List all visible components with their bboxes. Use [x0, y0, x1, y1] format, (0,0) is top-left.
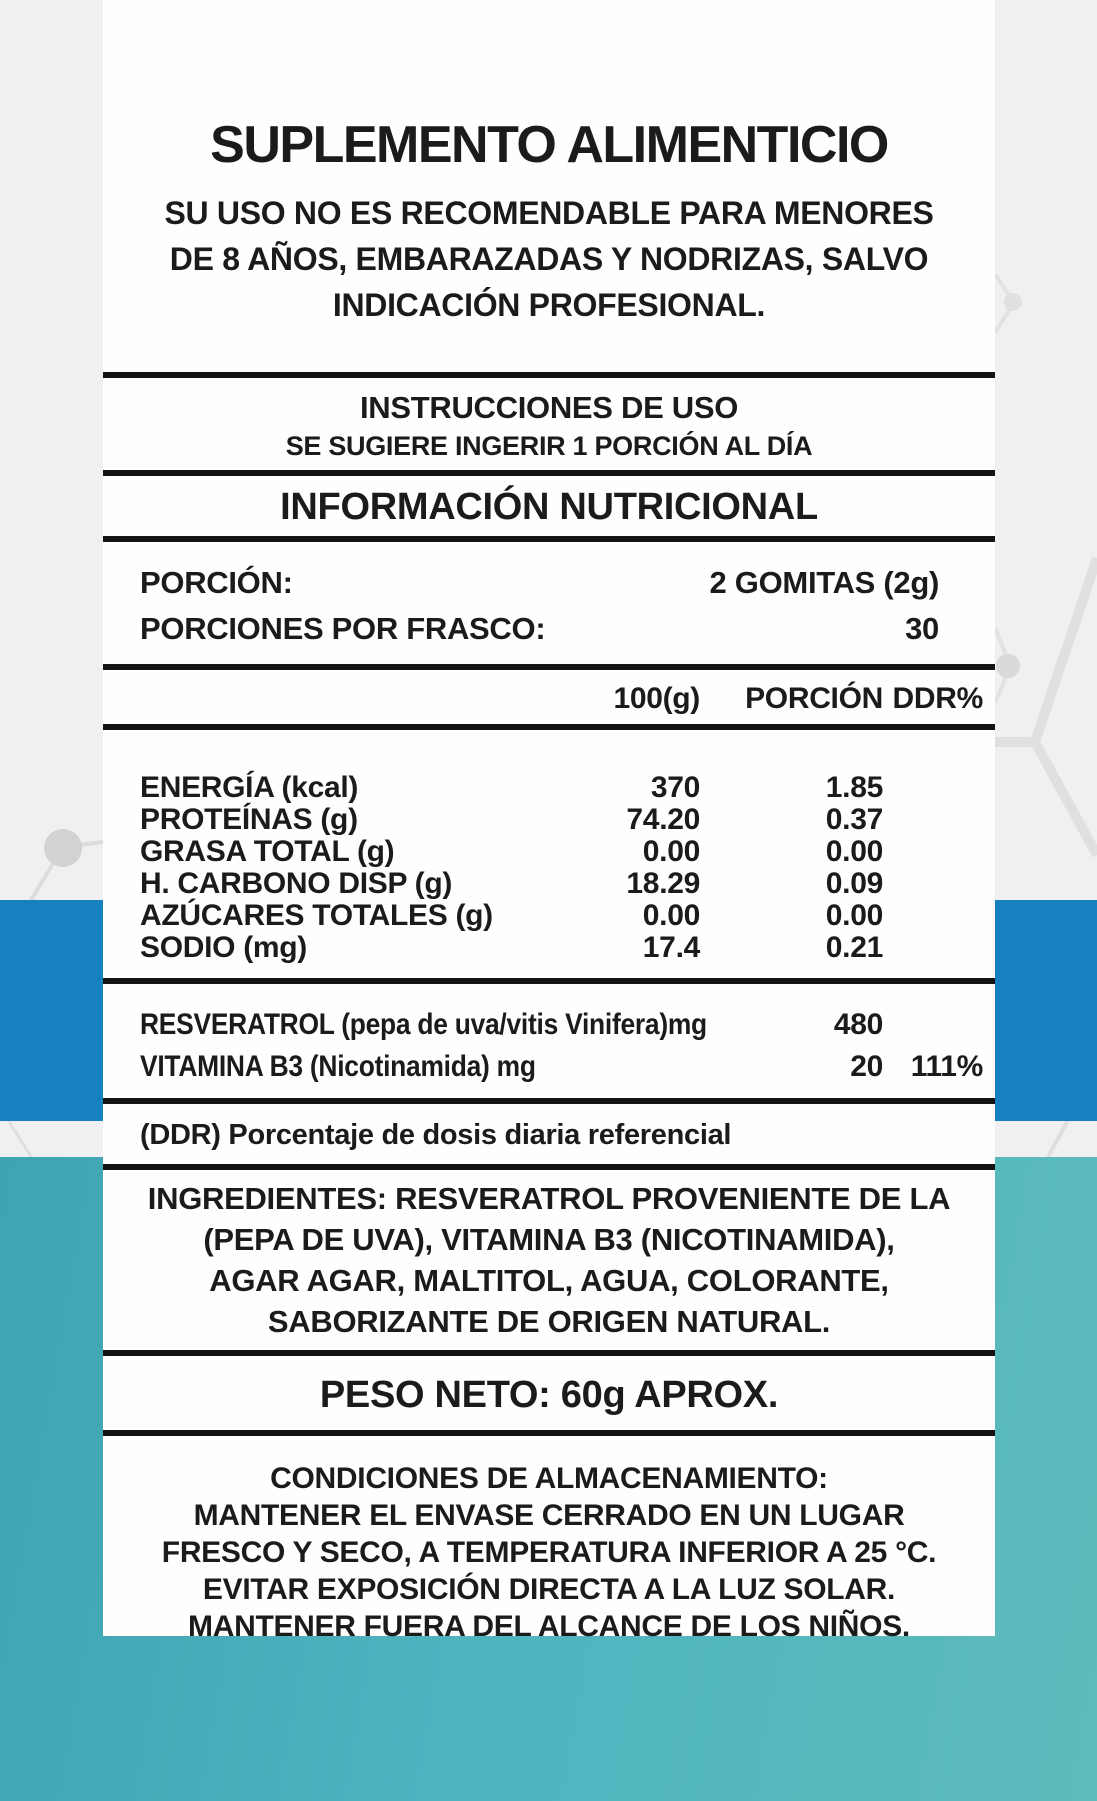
warning-line: SU USO NO ES RECOMENDABLE PARA MENORES — [164, 195, 934, 231]
nutrient-ddr — [883, 900, 983, 932]
active-ingredients-section — [103, 984, 995, 1098]
nutrient-per100: 18.29 — [626, 867, 700, 900]
nutrient-name: GRASA TOTAL (g) — [140, 835, 395, 868]
table-row — [140, 772, 983, 804]
nutrient-ddr — [883, 836, 983, 868]
nutrient-portion: 0.00 — [825, 899, 883, 932]
nutrient-name: ENERGÍA (kcal) — [140, 771, 359, 804]
serving-value: 2 GOMITAS (2g) — [709, 565, 939, 600]
page-title: SUPLEMENTO ALIMENTICIO — [210, 116, 888, 174]
warning-line: DE 8 AÑOS, EMBARAZADAS Y NODRIZAS, SALVO — [169, 241, 929, 277]
instructions-text: SE SUGIERE INGERIR 1 PORCIÓN AL DÍA — [285, 431, 813, 461]
servings-per-value: 30 — [905, 611, 939, 646]
nutrient-name: SODIO (mg) — [140, 931, 307, 964]
instructions-heading: INSTRUCCIONES DE USO — [359, 390, 739, 425]
nutrient-name: H. CARBONO DISP (g) — [140, 867, 453, 900]
table-row — [140, 868, 983, 900]
table-row — [140, 836, 983, 868]
nutrition-heading: INFORMACIÓN NUTRICIONAL — [280, 486, 818, 528]
storage-line: CONDICIONES DE ALMACENAMIENTO: — [270, 1462, 828, 1495]
ingredients-line: INGREDIENTES: RESVERATROL PROVENIENTE DE LA — [147, 1181, 951, 1216]
nutrient-portion: 1.85 — [825, 771, 883, 804]
column-header-porcion: PORCIÓN — [745, 682, 883, 715]
nutrient-name: PROTEÍNAS (g) — [140, 803, 358, 836]
instructions-section — [103, 378, 995, 470]
active-portion: 480 — [833, 1008, 883, 1041]
ingredients-line: SABORIZANTE DE ORIGEN NATURAL. — [267, 1304, 831, 1339]
warning-text — [103, 190, 995, 328]
active-ddr — [883, 1004, 983, 1046]
active-name: VITAMINA B3 (Nicotinamida) mg — [140, 1050, 536, 1083]
nutrient-per100: 74.20 — [626, 803, 700, 836]
nutrient-name: AZÚCARES TOTALES (g) — [140, 899, 493, 932]
serving-row — [140, 560, 939, 606]
nutrient-ddr — [883, 804, 983, 836]
warning-line: INDICACIÓN PROFESIONAL. — [332, 287, 766, 323]
ddr-footnote: (DDR) Porcentaje de dosis diaria referencial — [140, 1119, 732, 1151]
nutrient-per100: 370 — [650, 771, 700, 804]
nutrient-ddr — [883, 932, 983, 964]
storage-line: MANTENER EL ENVASE CERRADO EN UN LUGAR — [193, 1499, 905, 1532]
servings-per-label: PORCIONES POR FRASCO: — [140, 611, 546, 646]
nutrient-ddr — [883, 772, 983, 804]
nutrient-ddr — [883, 868, 983, 900]
storage-line: MANTENER FUERA DEL ALCANCE DE LOS NIÑOS. — [188, 1610, 910, 1643]
servings-per-container-row — [140, 606, 939, 652]
ingredients-line: AGAR AGAR, MALTITOL, AGUA, COLORANTE, — [209, 1263, 889, 1298]
table-row — [140, 804, 983, 836]
column-header-100g: 100(g) — [613, 682, 700, 715]
table-column-headers — [103, 670, 995, 724]
column-header-ddr: DDR% — [892, 682, 983, 715]
spacer — [140, 682, 580, 716]
storage-conditions-section — [103, 1436, 995, 1645]
net-weight: PESO NETO: 60g APROX. — [319, 1374, 779, 1416]
serving-info-section — [103, 542, 995, 664]
nutrient-per100: 0.00 — [642, 899, 700, 932]
active-portion: 20 — [850, 1050, 883, 1083]
nutrient-portion: 0.09 — [825, 867, 883, 900]
active-name: RESVERATROL (pepa de uva/vitis Vinifera)mg — [140, 1008, 707, 1041]
nutrient-portion: 0.00 — [825, 835, 883, 868]
nutrient-per100: 0.00 — [642, 835, 700, 868]
storage-line: FRESCO Y SECO, A TEMPERATURA INFERIOR A 25 °C. — [161, 1536, 937, 1569]
table-row — [140, 1046, 983, 1088]
storage-line: EVITAR EXPOSICIÓN DIRECTA A LA LUZ SOLAR. — [202, 1573, 896, 1606]
serving-label: PORCIÓN: — [140, 565, 293, 600]
nutrient-portion: 0.37 — [825, 803, 883, 836]
nutrient-portion: 0.21 — [825, 931, 883, 964]
table-row — [140, 900, 983, 932]
table-row — [140, 932, 983, 964]
ingredients-section — [103, 1170, 995, 1350]
table-row — [140, 1004, 983, 1046]
ingredients-line: (PEPA DE UVA), VITAMINA B3 (NICOTINAMIDA), — [203, 1222, 895, 1257]
nutrition-table — [103, 730, 995, 978]
nutrient-per100: 17.4 — [642, 931, 700, 964]
active-ddr: 111% — [910, 1050, 983, 1083]
supplement-label-card — [103, 0, 995, 1643]
